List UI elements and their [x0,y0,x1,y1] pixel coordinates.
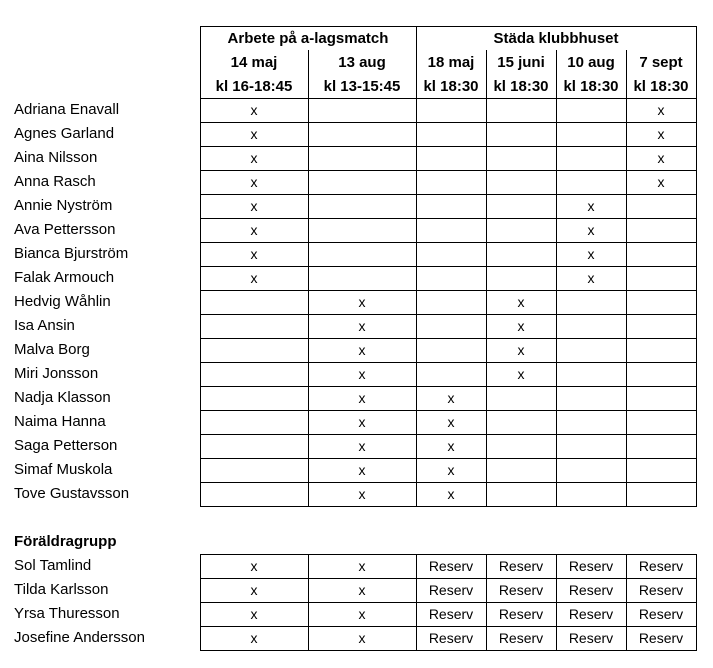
grid-line [416,26,417,507]
player-name: Falak Armouch [14,269,115,286]
player-name: Tove Gustavsson [14,485,130,502]
table-cell[interactable]: x [250,126,258,142]
table-cell[interactable]: Reserv [638,558,684,574]
table-cell[interactable]: x [250,198,258,214]
column-time: kl 18:30 [563,78,619,95]
table-cell[interactable]: Reserv [638,582,684,598]
table-cell[interactable]: x [587,246,595,262]
table-cell[interactable]: x [250,630,258,646]
grid-line [200,506,697,507]
table-cell[interactable]: x [657,150,665,166]
table-cell[interactable]: x [517,318,525,334]
column-time: kl 18:30 [633,78,689,95]
table-cell[interactable]: Reserv [498,630,544,646]
column-date: 18 maj [427,54,475,71]
table-cell[interactable]: x [358,558,366,574]
player-name: Hedvig Wåhlin [14,293,111,310]
table-cell[interactable]: Reserv [428,606,474,622]
table-cell[interactable]: Reserv [568,558,614,574]
table-cell[interactable]: x [250,174,258,190]
grid-line [200,242,697,243]
grid-line [486,50,487,507]
grid-line [200,266,697,267]
grid-line [200,194,697,195]
player-name: Aina Nilsson [14,149,98,166]
column-time: kl 13-15:45 [323,78,401,95]
table-cell[interactable]: Reserv [428,582,474,598]
table-cell[interactable]: Reserv [638,630,684,646]
grid-line [200,626,697,627]
grid-line [200,26,697,27]
column-date: 7 sept [639,54,683,71]
grid-line [200,26,201,507]
player-name: Naima Hanna [14,413,106,430]
table-cell[interactable]: x [587,198,595,214]
table-cell[interactable]: x [358,606,366,622]
grid-line [200,146,697,147]
player-name: Saga Petterson [14,437,118,454]
column-date: 14 maj [230,54,278,71]
table-cell[interactable]: x [358,318,366,334]
table-cell[interactable]: x [358,342,366,358]
player-name: Anna Rasch [14,173,96,190]
player-name: Adriana Enavall [14,101,120,118]
table-cell[interactable]: x [447,486,455,502]
player-name: Isa Ansin [14,317,75,334]
player-name: Bianca Bjurström [14,245,129,262]
table-cell[interactable]: x [250,582,258,598]
grid-line [200,602,697,603]
table-cell[interactable]: x [517,366,525,382]
grid-line [200,650,697,651]
player-name: Miri Jonsson [14,365,99,382]
table-cell[interactable]: x [358,630,366,646]
grid-line [696,554,697,651]
grid-line [200,290,697,291]
grid-line [556,554,557,651]
group1-title: Arbete på a-lagsmatch [227,30,389,47]
table-cell[interactable]: x [657,126,665,142]
table-cell[interactable]: x [447,414,455,430]
table-cell[interactable]: x [250,150,258,166]
grid-line [556,50,557,507]
table-cell[interactable]: Reserv [428,558,474,574]
table-cell[interactable]: Reserv [498,582,544,598]
grid-line [308,50,309,507]
grid-line [200,434,697,435]
grid-line [308,554,309,651]
grid-line [200,386,697,387]
table-cell[interactable]: Reserv [568,582,614,598]
table-cell[interactable]: x [358,414,366,430]
parent-name: Sol Tamlind [14,557,92,574]
grid-line [200,554,697,555]
player-name: Annie Nyström [14,197,113,214]
parent-name: Josefine Andersson [14,629,145,646]
table-cell[interactable]: x [587,222,595,238]
column-date: 15 juni [497,54,545,71]
table-cell[interactable]: Reserv [568,630,614,646]
table-cell[interactable]: Reserv [498,606,544,622]
player-name: Nadja Klasson [14,389,111,406]
table-cell[interactable]: Reserv [568,606,614,622]
table-cell[interactable]: x [517,294,525,310]
column-date: 10 aug [567,54,615,71]
grid-line [696,26,697,507]
grid-line [626,554,627,651]
player-name: Simaf Muskola [14,461,113,478]
table-cell[interactable]: x [250,102,258,118]
table-cell[interactable]: x [358,366,366,382]
table-cell[interactable]: x [358,486,366,502]
player-name: Malva Borg [14,341,90,358]
grid-line [626,50,627,507]
table-cell[interactable]: x [250,270,258,286]
grid-line [200,338,697,339]
table-cell[interactable]: x [358,462,366,478]
player-name: Ava Pettersson [14,221,116,238]
grid-line [200,98,697,99]
parent-name: Tilda Karlsson [14,581,109,598]
table-cell[interactable]: Reserv [638,606,684,622]
grid-line [200,170,697,171]
grid-line [200,218,697,219]
table-cell[interactable]: x [250,246,258,262]
group2-title: Städa klubbhuset [493,30,619,47]
column-time: kl 18:30 [493,78,549,95]
grid-line [486,554,487,651]
table-cell[interactable]: x [250,222,258,238]
table-cell[interactable]: Reserv [428,630,474,646]
table-cell[interactable]: x [250,558,258,574]
table-cell[interactable]: x [447,438,455,454]
table-cell[interactable]: x [587,270,595,286]
table-cell[interactable]: x [517,342,525,358]
table-cell[interactable]: x [447,390,455,406]
table-cell[interactable]: x [657,174,665,190]
parent-group-title: Föräldragrupp [14,533,117,550]
grid-line [200,578,697,579]
table-cell[interactable]: x [358,294,366,310]
grid-line [416,554,417,651]
column-time: kl 16-18:45 [215,78,293,95]
grid-line [200,362,697,363]
table-cell[interactable]: x [358,390,366,406]
grid-line [200,122,697,123]
table-cell[interactable]: x [250,606,258,622]
table-cell[interactable]: x [358,438,366,454]
grid-line [200,458,697,459]
table-cell[interactable]: x [358,582,366,598]
table-cell[interactable]: x [657,102,665,118]
parent-name: Yrsa Thuresson [14,605,120,622]
grid-line [200,314,697,315]
column-time: kl 18:30 [423,78,479,95]
grid-line [200,482,697,483]
player-name: Agnes Garland [14,125,115,142]
grid-line [200,410,697,411]
table-cell[interactable]: Reserv [498,558,544,574]
grid-line [200,554,201,651]
column-date: 13 aug [338,54,386,71]
table-cell[interactable]: x [447,462,455,478]
